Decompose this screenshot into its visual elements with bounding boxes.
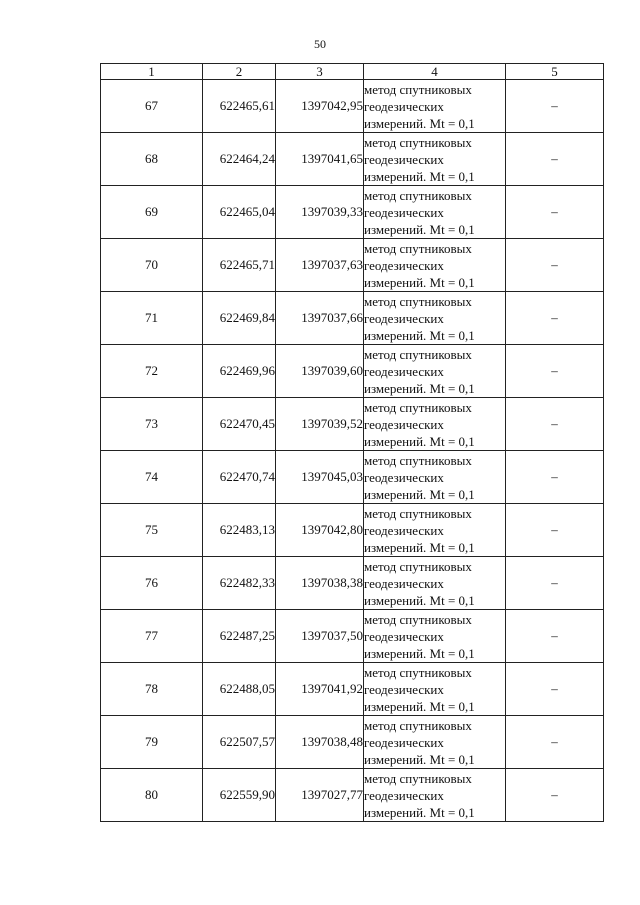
coordinate-y: 1397038,48 <box>276 716 364 769</box>
coordinates-table <box>100 63 604 822</box>
coordinate-x: 622465,71 <box>203 239 276 292</box>
coordinate-x: 622465,61 <box>203 80 276 133</box>
coordinate-y: 1397037,63 <box>276 239 364 292</box>
note-dash: – <box>506 769 604 822</box>
method-line: метод спутниковых <box>364 558 472 574</box>
table-row <box>101 80 604 133</box>
page-number: 50 <box>314 37 326 51</box>
method-line: геодезических <box>364 681 444 697</box>
coordinate-y: 1397027,77 <box>276 769 364 822</box>
coordinate-y: 1397039,52 <box>276 398 364 451</box>
method-line: геодезических <box>364 310 444 326</box>
note-dash: – <box>506 80 604 133</box>
coordinate-x: 622465,04 <box>203 186 276 239</box>
method-line: измерений. Mt = 0,1 <box>364 486 475 502</box>
coordinate-x: 622559,90 <box>203 769 276 822</box>
method-line: геодезических <box>364 628 444 644</box>
coordinate-y: 1397038,38 <box>276 557 364 610</box>
method-line: метод спутниковых <box>364 770 472 786</box>
point-number: 68 <box>101 133 203 186</box>
table-row <box>101 451 604 504</box>
method-line: геодезических <box>364 522 444 538</box>
method-description <box>364 398 506 451</box>
point-number: 72 <box>101 345 203 398</box>
point-number: 73 <box>101 398 203 451</box>
coordinate-x: 622470,74 <box>203 451 276 504</box>
method-line: метод спутниковых <box>364 664 472 680</box>
note-dash: – <box>506 398 604 451</box>
coordinate-y: 1397039,60 <box>276 345 364 398</box>
table-row <box>101 186 604 239</box>
column-header-5: 5 <box>506 64 604 80</box>
coordinate-y: 1397041,92 <box>276 663 364 716</box>
method-line: измерений. Mt = 0,1 <box>364 539 475 555</box>
table-row <box>101 557 604 610</box>
method-line: измерений. Mt = 0,1 <box>364 433 475 449</box>
method-description <box>364 239 506 292</box>
note-dash: – <box>506 345 604 398</box>
point-number: 77 <box>101 610 203 663</box>
method-line: метод спутниковых <box>364 346 472 362</box>
coordinate-y: 1397042,95 <box>276 80 364 133</box>
method-line: измерений. Mt = 0,1 <box>364 592 475 608</box>
coordinate-y: 1397037,66 <box>276 292 364 345</box>
method-line: измерений. Mt = 0,1 <box>364 751 475 767</box>
method-line: геодезических <box>364 204 444 220</box>
method-line: метод спутниковых <box>364 611 472 627</box>
point-number: 76 <box>101 557 203 610</box>
method-line: геодезических <box>364 469 444 485</box>
column-header-4: 4 <box>364 64 506 80</box>
note-dash: – <box>506 663 604 716</box>
point-number: 70 <box>101 239 203 292</box>
method-line: измерений. Mt = 0,1 <box>364 221 475 237</box>
coordinate-x: 622487,25 <box>203 610 276 663</box>
table-row <box>101 239 604 292</box>
table-row <box>101 663 604 716</box>
method-line: измерений. Mt = 0,1 <box>364 274 475 290</box>
point-number: 75 <box>101 504 203 557</box>
method-line: метод спутниковых <box>364 187 472 203</box>
note-dash: – <box>506 451 604 504</box>
method-line: измерений. Mt = 0,1 <box>364 804 475 820</box>
note-dash: – <box>506 292 604 345</box>
coordinate-x: 622469,84 <box>203 292 276 345</box>
column-header-1: 1 <box>101 64 203 80</box>
method-line: метод спутниковых <box>364 717 472 733</box>
method-line: измерений. Mt = 0,1 <box>364 698 475 714</box>
coordinate-x: 622464,24 <box>203 133 276 186</box>
table-row <box>101 504 604 557</box>
method-description <box>364 451 506 504</box>
method-line: метод спутниковых <box>364 452 472 468</box>
method-line: геодезических <box>364 734 444 750</box>
point-number: 74 <box>101 451 203 504</box>
method-line: измерений. Mt = 0,1 <box>364 115 475 131</box>
coordinate-x: 622483,13 <box>203 504 276 557</box>
note-dash: – <box>506 239 604 292</box>
method-line: геодезических <box>364 151 444 167</box>
table-row <box>101 716 604 769</box>
method-line: измерений. Mt = 0,1 <box>364 380 475 396</box>
method-line: метод спутниковых <box>364 81 472 97</box>
method-line: метод спутниковых <box>364 505 472 521</box>
point-number: 67 <box>101 80 203 133</box>
coordinate-x: 622469,96 <box>203 345 276 398</box>
coordinate-x: 622482,33 <box>203 557 276 610</box>
coordinate-x: 622507,57 <box>203 716 276 769</box>
method-description <box>364 610 506 663</box>
method-line: измерений. Mt = 0,1 <box>364 168 475 184</box>
coordinate-y: 1397045,03 <box>276 451 364 504</box>
table-row <box>101 133 604 186</box>
note-dash: – <box>506 504 604 557</box>
method-description <box>364 345 506 398</box>
column-header-3: 3 <box>276 64 364 80</box>
coordinate-x: 622488,05 <box>203 663 276 716</box>
method-line: измерений. Mt = 0,1 <box>364 327 475 343</box>
method-line: геодезических <box>364 98 444 114</box>
method-description <box>364 292 506 345</box>
method-line: метод спутниковых <box>364 399 472 415</box>
method-line: геодезических <box>364 363 444 379</box>
note-dash: – <box>506 133 604 186</box>
point-number: 80 <box>101 769 203 822</box>
table-row <box>101 769 604 822</box>
table-row <box>101 398 604 451</box>
point-number: 69 <box>101 186 203 239</box>
table-row <box>101 345 604 398</box>
coordinate-x: 622470,45 <box>203 398 276 451</box>
coordinate-y: 1397039,33 <box>276 186 364 239</box>
method-description <box>364 769 506 822</box>
point-number: 79 <box>101 716 203 769</box>
note-dash: – <box>506 557 604 610</box>
method-description <box>364 716 506 769</box>
method-line: геодезических <box>364 575 444 591</box>
method-description <box>364 186 506 239</box>
method-line: метод спутниковых <box>364 134 472 150</box>
note-dash: – <box>506 186 604 239</box>
method-description <box>364 663 506 716</box>
coordinate-y: 1397037,50 <box>276 610 364 663</box>
method-line: геодезических <box>364 787 444 803</box>
header-row <box>101 64 604 80</box>
method-description <box>364 133 506 186</box>
coordinate-y: 1397042,80 <box>276 504 364 557</box>
method-description <box>364 504 506 557</box>
note-dash: – <box>506 716 604 769</box>
method-line: геодезических <box>364 416 444 432</box>
method-line: метод спутниковых <box>364 240 472 256</box>
method-description <box>364 557 506 610</box>
coordinate-y: 1397041,65 <box>276 133 364 186</box>
method-line: измерений. Mt = 0,1 <box>364 645 475 661</box>
method-description <box>364 80 506 133</box>
note-dash: – <box>506 610 604 663</box>
column-header-2: 2 <box>203 64 276 80</box>
table-row <box>101 292 604 345</box>
point-number: 71 <box>101 292 203 345</box>
point-number: 78 <box>101 663 203 716</box>
method-line: геодезических <box>364 257 444 273</box>
method-line: метод спутниковых <box>364 293 472 309</box>
table-row <box>101 610 604 663</box>
